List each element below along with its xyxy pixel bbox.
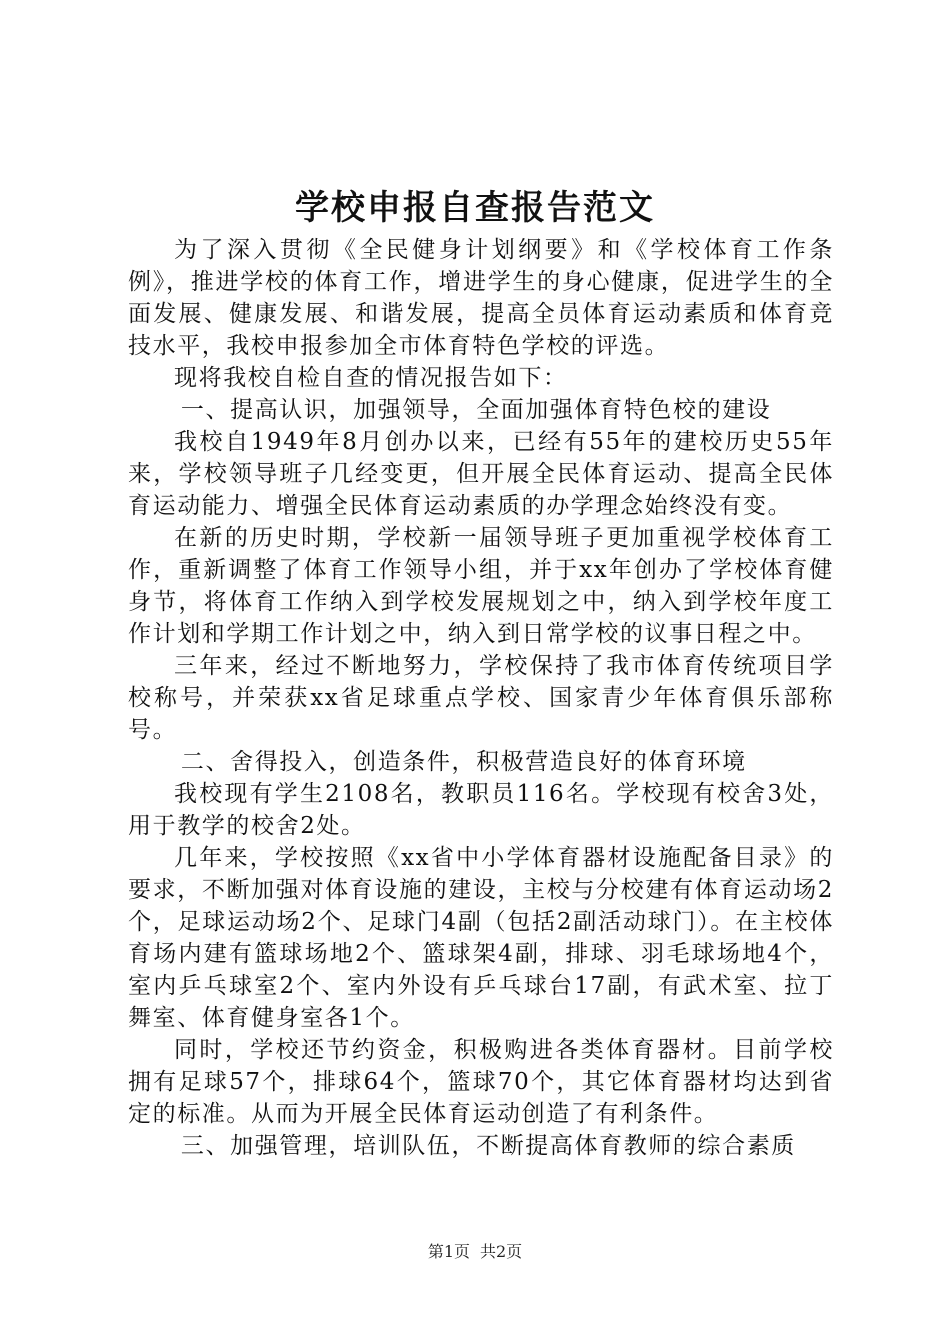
paragraph-history: 我校自1949年8月创办以来，已经有55年的建校历史55年来，学校领导班子几经变更，但开展全民体育运动、提高全民体育运动能力、增强全民体育运动素质的办学理念始终没有变。 xyxy=(128,429,834,519)
paragraph-honors: 三年来，经过不断地努力，学校保持了我市体育传统项目学校称号，并荣获xx省足球重点学校、国家青少年体育俱乐部称号。 xyxy=(128,653,834,743)
paragraph-enrollment: 我校现有学生2108名，教职员116名。学校现有校舍3处，用于教学的校舍2处。 xyxy=(128,781,834,839)
page-number: 第1页 xyxy=(427,1242,470,1261)
document-title: 学校申报自查报告范文 xyxy=(295,188,655,228)
paragraph-facilities: 几年来，学校按照《xx省中小学体育器材设施配备目录》的要求，不断加强对体育设施的建设，主校与分校建有体育运动场2个，足球运动场2个、足球门4副（包括2副活动球门）。在主校体育场内建有篮球场地2个、篮球架4副，排球、羽毛球场地4个，室内乒乓球室2个、室内外设有乒乓球台17副，有武术室、拉丁舞室、体育健身室各1个。 xyxy=(128,845,834,1031)
section-heading-1: 一、提高认识，加强领导，全面加强体育特色校的建设 xyxy=(180,397,772,423)
page-footer xyxy=(0,1241,950,1263)
section-heading-3: 三、加强管理，培训队伍，不断提高体育教师的综合素质 xyxy=(180,1133,796,1159)
paragraph-equipment: 同时，学校还节约资金，积极购进各类体育器材。目前学校拥有足球57个，排球64个，篮球70个，其它体育器材均达到省定的标准。从而为开展全民体育运动创造了有利条件。 xyxy=(128,1037,834,1127)
document-body xyxy=(128,234,834,1162)
paragraph-report-lead: 现将我校自检自查的情况报告如下： xyxy=(174,365,568,391)
page-total: 共2页 xyxy=(480,1242,523,1261)
paragraph-leadership: 在新的历史时期，学校新一届领导班子更加重视学校体育工作，重新调整了体育工作领导小组，并于xx年创办了学校体育健身节，将体育工作纳入到学校发展规划之中，纳入到学校年度工作计划和学期工作计划之中，纳入到日常学校的议事日程之中。 xyxy=(128,525,834,647)
section-heading-2: 二、舍得投入，创造条件，积极营造良好的体育环境 xyxy=(180,749,747,775)
paragraph-intro: 为了深入贯彻《全民健身计划纲要》和《学校体育工作条例》，推进学校的体育工作，增进学生的身心健康，促进学生的全面发展、健康发展、和谐发展，提高全员体育运动素质和体育竞技水平，我校申报参加全市体育特色学校的评选。 xyxy=(128,237,834,359)
